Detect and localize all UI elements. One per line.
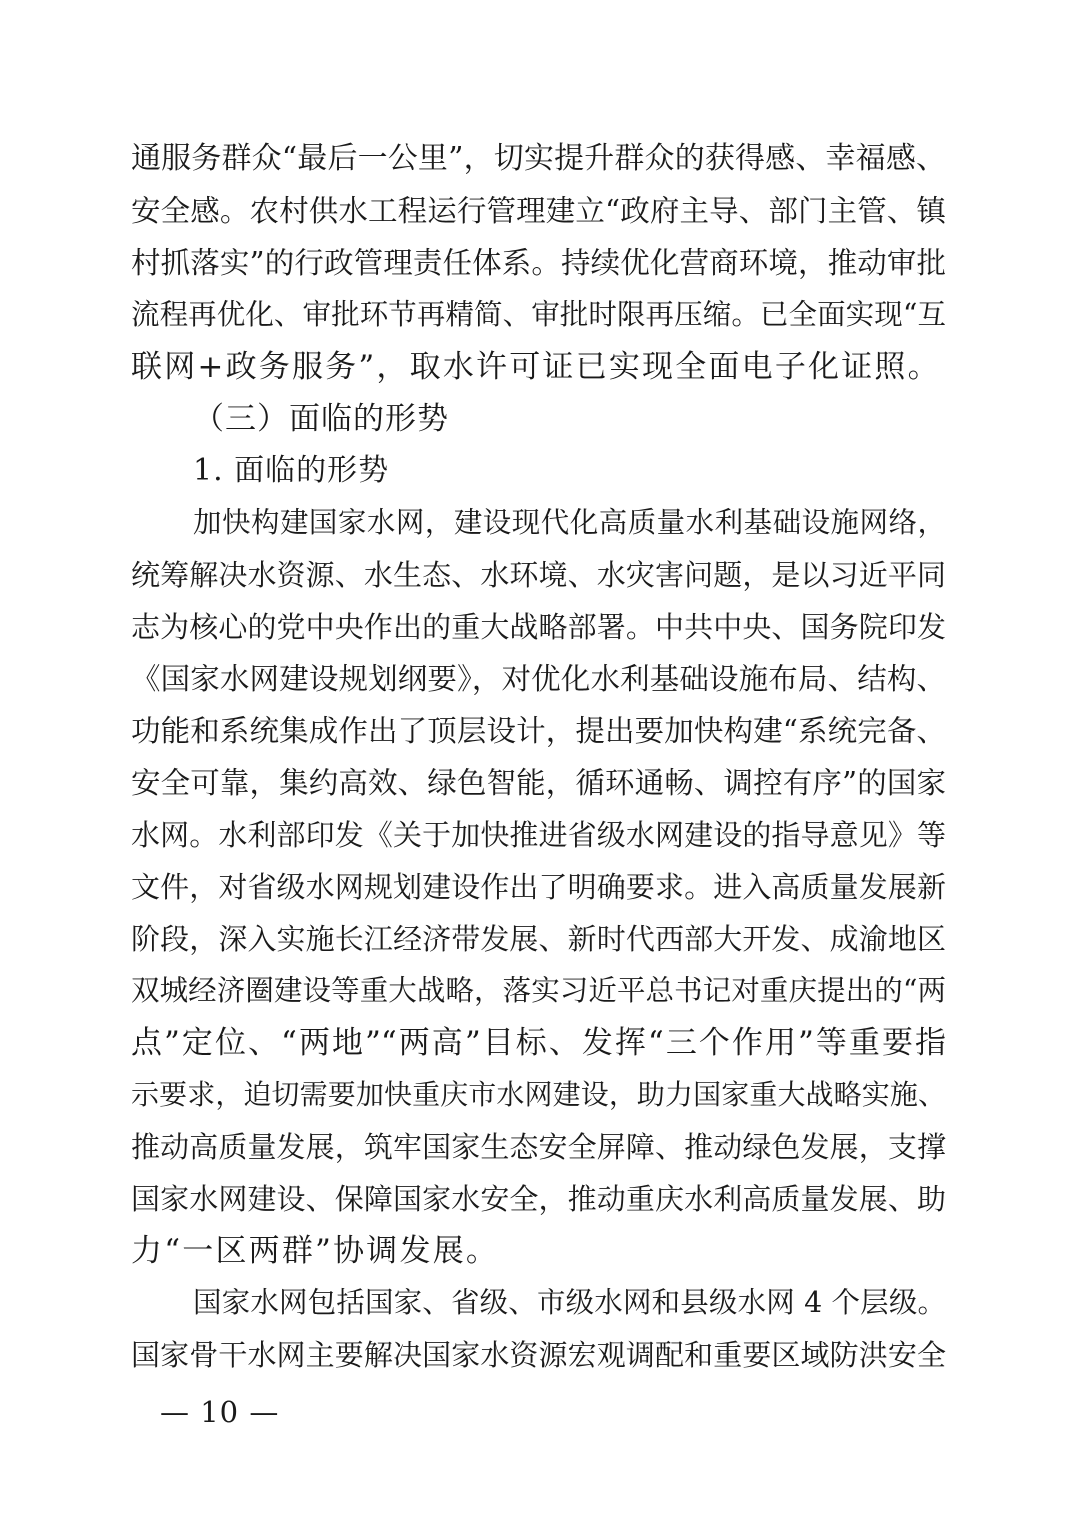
body-text-line: 双城经济圈建设等重大战略，落实习近平总书记对重庆提出的“两 [131,974,946,1007]
body-text-line: 村抓落实”的行政管理责任体系。持续优化营商环境，推动审批 [131,246,946,280]
body-text-line: 流程再优化、审批环节再精简、审批时限再压缩。已全面实现“互 [131,298,946,331]
body-text-line: 安全可靠，集约高效、绿色智能，循环通畅、调控有序”的国家 [131,766,946,800]
body-text-line: 安全感。农村供水工程运行管理建立“政府主导、部门主管、镇 [131,194,946,228]
body-text-line: 《国家水网建设规划纲要》，对优化水利基础设施布局、结构、 [131,662,946,696]
page-number: — 10 — [160,1395,280,1429]
subsection-heading: 1. 面临的形势 [193,453,390,488]
body-text-line: 联网+政务服务”，取水许可证已实现全面电子化证照。 [131,349,941,385]
body-text-line: 统筹解决水资源、水生态、水环境、水灾害问题，是以习近平同 [131,558,946,592]
body-text-line: 水网。水利部印发《关于加快推进省级水网建设的指导意见》等 [131,818,946,852]
body-text-line: 国家骨干水网主要解决国家水资源宏观调配和重要区域防洪安全 [131,1338,946,1372]
body-text-line: 示要求，迫切需要加快重庆市水网建设，助力国家重大战略实施、 [131,1078,946,1111]
body-text-line: 推动高质量发展，筑牢国家生态安全屏障、推动绿色发展，支撑 [131,1130,946,1164]
body-text-line: 志为核心的党中央作出的重大战略部署。中共中央、国务院印发 [131,610,946,644]
body-text-line: 通服务群众“最后一公里”，切实提升群众的获得感、幸福感、 [131,141,946,176]
body-text-line: 点”定位、“两地”“两高”目标、发挥“三个作用”等重要指 [131,1025,946,1061]
body-text-line: 国家水网建设、保障国家水安全，推动重庆水利高质量发展、助 [131,1182,946,1216]
body-text-line: 加快构建国家水网，建设现代化高质量水利基础设施网络， [193,506,946,539]
body-text-line: 文件，对省级水网规划建设作出了明确要求。进入高质量发展新 [131,870,946,904]
body-text-line: 力“一区两群”协调发展。 [131,1233,500,1269]
section-heading: （三）面临的形势 [193,401,449,437]
body-text-line: 阶段，深入实施长江经济带发展、新时代西部大开发、成渝地区 [131,922,946,956]
body-text-line: 功能和系统集成作出了顶层设计，提出要加快构建“系统完备、 [131,714,946,748]
body-text-line: 国家水网包括国家、省级、市级水网和县级水网 4 个层级。 [193,1286,946,1319]
